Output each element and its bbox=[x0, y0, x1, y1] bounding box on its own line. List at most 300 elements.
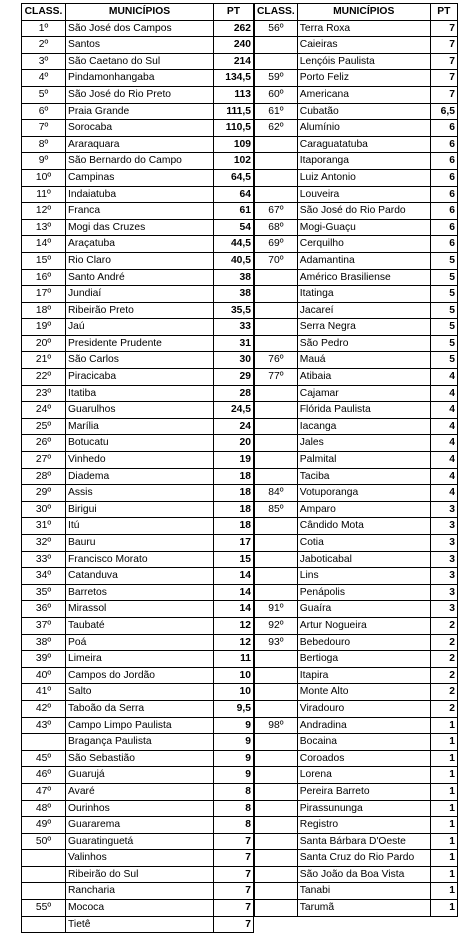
points-cell: 38 bbox=[214, 286, 254, 303]
points-cell: 24 bbox=[214, 418, 254, 435]
points-cell: 1 bbox=[430, 783, 457, 800]
municipio-cell: Terra Roxa bbox=[297, 20, 430, 37]
municipio-cell: São Carlos bbox=[66, 352, 214, 369]
rank-cell bbox=[255, 584, 298, 601]
points-cell: 4 bbox=[430, 452, 457, 469]
rank-cell bbox=[22, 850, 66, 867]
table-row bbox=[22, 236, 254, 253]
table-row bbox=[22, 252, 254, 269]
rank-cell: 31º bbox=[22, 518, 66, 535]
municipio-cell: Tarumã bbox=[297, 900, 430, 917]
points-cell: 1 bbox=[430, 900, 457, 917]
municipio-cell: Pirassununga bbox=[297, 800, 430, 817]
rank-cell: 76º bbox=[255, 352, 298, 369]
table-row bbox=[255, 136, 458, 153]
municipio-cell: Guarulhos bbox=[66, 402, 214, 419]
points-cell: 5 bbox=[430, 352, 457, 369]
ranking-table-left bbox=[21, 3, 254, 933]
rank-cell: 40º bbox=[22, 667, 66, 684]
rank-cell: 41º bbox=[22, 684, 66, 701]
header-municipios: MUNICÍPIOS bbox=[297, 4, 430, 21]
points-cell: 3 bbox=[430, 584, 457, 601]
rank-cell bbox=[255, 866, 298, 883]
points-cell: 8 bbox=[214, 783, 254, 800]
points-cell: 14 bbox=[214, 584, 254, 601]
points-cell: 64 bbox=[214, 186, 254, 203]
table-row bbox=[255, 20, 458, 37]
table-row bbox=[22, 103, 254, 120]
municipio-cell: Americana bbox=[297, 86, 430, 103]
rank-cell bbox=[255, 734, 298, 751]
rank-cell: 2º bbox=[22, 37, 66, 54]
header-row bbox=[22, 4, 254, 21]
municipio-cell: Taciba bbox=[297, 468, 430, 485]
municipio-cell: Lins bbox=[297, 568, 430, 585]
points-cell: 1 bbox=[430, 717, 457, 734]
left-table-body bbox=[22, 20, 254, 933]
table-row bbox=[22, 335, 254, 352]
municipio-cell: Poá bbox=[66, 634, 214, 651]
rank-cell: 21º bbox=[22, 352, 66, 369]
municipio-cell: Itapira bbox=[297, 667, 430, 684]
municipio-cell: Sorocaba bbox=[66, 120, 214, 137]
municipio-cell: Bertioga bbox=[297, 651, 430, 668]
rank-cell: 45º bbox=[22, 750, 66, 767]
table-row bbox=[255, 584, 458, 601]
rank-cell: 61º bbox=[255, 103, 298, 120]
points-cell: 17 bbox=[214, 535, 254, 552]
municipio-cell: Tanabi bbox=[297, 883, 430, 900]
points-cell: 6 bbox=[430, 186, 457, 203]
municipio-cell: Alumínio bbox=[297, 120, 430, 137]
table-row bbox=[255, 866, 458, 883]
municipio-cell: Itatiba bbox=[66, 385, 214, 402]
municipio-cell: Diadema bbox=[66, 468, 214, 485]
rank-cell bbox=[255, 817, 298, 834]
table-row bbox=[22, 169, 254, 186]
rank-cell bbox=[255, 452, 298, 469]
points-cell: 7 bbox=[214, 833, 254, 850]
rank-cell: 11º bbox=[22, 186, 66, 203]
rank-cell: 68º bbox=[255, 219, 298, 236]
rank-cell: 69º bbox=[255, 236, 298, 253]
municipio-cell: Coroados bbox=[297, 750, 430, 767]
municipio-cell: Viradouro bbox=[297, 700, 430, 717]
points-cell: 24,5 bbox=[214, 402, 254, 419]
table-row bbox=[255, 219, 458, 236]
points-cell: 4 bbox=[430, 435, 457, 452]
municipio-cell: Botucatu bbox=[66, 435, 214, 452]
rank-cell: 23º bbox=[22, 385, 66, 402]
municipio-cell: Mococa bbox=[66, 900, 214, 917]
table-row bbox=[22, 319, 254, 336]
table-row bbox=[255, 186, 458, 203]
municipio-cell: Francisco Morato bbox=[66, 551, 214, 568]
municipio-cell: Tietê bbox=[66, 916, 214, 933]
rank-cell: 70º bbox=[255, 252, 298, 269]
table-row bbox=[255, 236, 458, 253]
rank-cell bbox=[255, 700, 298, 717]
rank-cell: 85º bbox=[255, 501, 298, 518]
rank-cell: 8º bbox=[22, 136, 66, 153]
table-row bbox=[255, 302, 458, 319]
rank-cell: 19º bbox=[22, 319, 66, 336]
municipio-cell: Santos bbox=[66, 37, 214, 54]
points-cell: 4 bbox=[430, 485, 457, 502]
points-cell: 10 bbox=[214, 684, 254, 701]
table-row bbox=[255, 153, 458, 170]
table-row bbox=[22, 518, 254, 535]
rank-cell bbox=[255, 468, 298, 485]
table-row bbox=[22, 800, 254, 817]
municipio-cell: Caraguatatuba bbox=[297, 136, 430, 153]
rank-cell: 22º bbox=[22, 369, 66, 386]
municipio-cell: Votuporanga bbox=[297, 485, 430, 502]
rank-cell: 18º bbox=[22, 302, 66, 319]
points-cell: 102 bbox=[214, 153, 254, 170]
municipio-cell: Itatinga bbox=[297, 286, 430, 303]
table-row bbox=[255, 86, 458, 103]
points-cell: 4 bbox=[430, 468, 457, 485]
rank-cell: 10º bbox=[22, 169, 66, 186]
rank-cell: 20º bbox=[22, 335, 66, 352]
points-cell: 4 bbox=[430, 369, 457, 386]
points-cell: 7 bbox=[214, 850, 254, 867]
rank-cell: 98º bbox=[255, 717, 298, 734]
points-cell: 9 bbox=[214, 767, 254, 784]
points-cell: 1 bbox=[430, 833, 457, 850]
municipio-cell: Lençóis Paulista bbox=[297, 53, 430, 70]
table-row bbox=[255, 70, 458, 87]
rank-cell: 59º bbox=[255, 70, 298, 87]
rank-cell bbox=[255, 800, 298, 817]
table-row bbox=[255, 617, 458, 634]
municipio-cell: São José do Rio Preto bbox=[66, 86, 214, 103]
points-cell: 12 bbox=[214, 634, 254, 651]
table-row bbox=[255, 667, 458, 684]
table-row bbox=[255, 169, 458, 186]
points-cell: 214 bbox=[214, 53, 254, 70]
municipio-cell: Salto bbox=[66, 684, 214, 701]
table-row bbox=[22, 302, 254, 319]
points-cell: 15 bbox=[214, 551, 254, 568]
table-row bbox=[255, 767, 458, 784]
table-row bbox=[255, 402, 458, 419]
municipio-cell: Lorena bbox=[297, 767, 430, 784]
table-row bbox=[22, 767, 254, 784]
municipio-cell: São José do Rio Pardo bbox=[297, 203, 430, 220]
rank-cell: 46º bbox=[22, 767, 66, 784]
points-cell: 14 bbox=[214, 568, 254, 585]
municipio-cell: Itú bbox=[66, 518, 214, 535]
points-cell: 6,5 bbox=[430, 103, 457, 120]
municipio-cell: Itaporanga bbox=[297, 153, 430, 170]
municipio-cell: Santo André bbox=[66, 269, 214, 286]
table-row bbox=[22, 634, 254, 651]
rank-cell: 14º bbox=[22, 236, 66, 253]
table-row bbox=[22, 501, 254, 518]
municipio-cell: Presidente Prudente bbox=[66, 335, 214, 352]
table-row bbox=[22, 352, 254, 369]
points-cell: 33 bbox=[214, 319, 254, 336]
municipio-cell: Jaú bbox=[66, 319, 214, 336]
municipio-cell: Caieiras bbox=[297, 37, 430, 54]
table-row bbox=[22, 916, 254, 933]
header-municipios: MUNICÍPIOS bbox=[66, 4, 214, 21]
table-row bbox=[255, 485, 458, 502]
municipio-cell: Jales bbox=[297, 435, 430, 452]
table-row bbox=[255, 750, 458, 767]
rank-cell: 13º bbox=[22, 219, 66, 236]
points-cell: 6 bbox=[430, 169, 457, 186]
points-cell: 14 bbox=[214, 601, 254, 618]
points-cell: 3 bbox=[430, 568, 457, 585]
table-row bbox=[255, 568, 458, 585]
rank-cell bbox=[255, 435, 298, 452]
municipio-cell: Atibaia bbox=[297, 369, 430, 386]
points-cell: 7 bbox=[430, 37, 457, 54]
table-row bbox=[22, 817, 254, 834]
points-cell: 4 bbox=[430, 418, 457, 435]
points-cell: 2 bbox=[430, 684, 457, 701]
municipio-cell: Guaíra bbox=[297, 601, 430, 618]
points-cell: 7 bbox=[430, 86, 457, 103]
rank-cell: 17º bbox=[22, 286, 66, 303]
points-cell: 9,5 bbox=[214, 700, 254, 717]
municipio-cell: Araçatuba bbox=[66, 236, 214, 253]
rank-cell bbox=[255, 186, 298, 203]
points-cell: 5 bbox=[430, 302, 457, 319]
table-row bbox=[22, 900, 254, 917]
points-cell: 28 bbox=[214, 385, 254, 402]
points-cell: 54 bbox=[214, 219, 254, 236]
municipio-cell: Indaiatuba bbox=[66, 186, 214, 203]
points-cell: 18 bbox=[214, 468, 254, 485]
municipio-cell: Santa Bárbara D'Oeste bbox=[297, 833, 430, 850]
points-cell: 1 bbox=[430, 750, 457, 767]
rank-cell: 38º bbox=[22, 634, 66, 651]
table-row bbox=[22, 435, 254, 452]
rank-cell: 3º bbox=[22, 53, 66, 70]
municipio-cell: São José dos Campos bbox=[66, 20, 214, 37]
rank-cell bbox=[255, 169, 298, 186]
table-row bbox=[255, 651, 458, 668]
table-row bbox=[255, 468, 458, 485]
right-table-body bbox=[255, 20, 458, 916]
table-row bbox=[255, 269, 458, 286]
municipio-cell: Pindamonhangaba bbox=[66, 70, 214, 87]
municipio-cell: Artur Nogueira bbox=[297, 617, 430, 634]
rank-cell: 4º bbox=[22, 70, 66, 87]
municipio-cell: Bocaina bbox=[297, 734, 430, 751]
municipio-cell: Adamantina bbox=[297, 252, 430, 269]
table-row bbox=[255, 53, 458, 70]
table-row bbox=[255, 319, 458, 336]
table-row bbox=[255, 385, 458, 402]
municipio-cell: Taubaté bbox=[66, 617, 214, 634]
rank-cell: 29º bbox=[22, 485, 66, 502]
points-cell: 4 bbox=[430, 385, 457, 402]
municipio-cell: Mirassol bbox=[66, 601, 214, 618]
table-row bbox=[22, 734, 254, 751]
rank-cell bbox=[255, 900, 298, 917]
points-cell: 18 bbox=[214, 501, 254, 518]
table-row bbox=[22, 750, 254, 767]
municipio-cell: Serra Negra bbox=[297, 319, 430, 336]
points-cell: 9 bbox=[214, 717, 254, 734]
ranking-table-right bbox=[254, 3, 458, 917]
rank-cell: 32º bbox=[22, 535, 66, 552]
table-row bbox=[22, 153, 254, 170]
points-cell: 44,5 bbox=[214, 236, 254, 253]
rank-cell: 27º bbox=[22, 452, 66, 469]
table-row bbox=[255, 700, 458, 717]
rank-cell bbox=[255, 651, 298, 668]
points-cell: 113 bbox=[214, 86, 254, 103]
table-row bbox=[255, 734, 458, 751]
rank-cell: 36º bbox=[22, 601, 66, 618]
table-row bbox=[255, 717, 458, 734]
points-cell: 29 bbox=[214, 369, 254, 386]
rank-cell bbox=[255, 684, 298, 701]
points-cell: 6 bbox=[430, 136, 457, 153]
table-row bbox=[255, 103, 458, 120]
rank-cell: 62º bbox=[255, 120, 298, 137]
municipio-cell: Limeira bbox=[66, 651, 214, 668]
municipio-cell: Cubatão bbox=[297, 103, 430, 120]
rank-cell: 43º bbox=[22, 717, 66, 734]
municipio-cell: Bauru bbox=[66, 535, 214, 552]
points-cell: 8 bbox=[214, 817, 254, 834]
municipio-cell: Marília bbox=[66, 418, 214, 435]
table-row bbox=[22, 584, 254, 601]
table-row bbox=[22, 452, 254, 469]
points-cell: 3 bbox=[430, 601, 457, 618]
header-pt: PT bbox=[430, 4, 457, 21]
rank-cell bbox=[255, 833, 298, 850]
points-cell: 5 bbox=[430, 319, 457, 336]
rank-cell bbox=[255, 767, 298, 784]
municipio-cell: Guarujá bbox=[66, 767, 214, 784]
header-pt: PT bbox=[214, 4, 254, 21]
points-cell: 110,5 bbox=[214, 120, 254, 137]
municipio-cell: Monte Alto bbox=[297, 684, 430, 701]
points-cell: 19 bbox=[214, 452, 254, 469]
table-row bbox=[22, 883, 254, 900]
points-cell: 3 bbox=[430, 551, 457, 568]
municipio-cell: Barretos bbox=[66, 584, 214, 601]
municipio-cell: Guararema bbox=[66, 817, 214, 834]
points-cell: 30 bbox=[214, 352, 254, 369]
points-cell: 5 bbox=[430, 252, 457, 269]
rank-cell bbox=[255, 37, 298, 54]
rank-cell bbox=[255, 535, 298, 552]
rank-cell: 93º bbox=[255, 634, 298, 651]
table-row bbox=[255, 418, 458, 435]
municipio-cell: Araraquara bbox=[66, 136, 214, 153]
points-cell: 2 bbox=[430, 634, 457, 651]
points-cell: 40,5 bbox=[214, 252, 254, 269]
header-class: CLASS. bbox=[255, 4, 298, 21]
table-row bbox=[22, 269, 254, 286]
municipio-cell: Jacareí bbox=[297, 302, 430, 319]
table-row bbox=[22, 667, 254, 684]
table-row bbox=[255, 900, 458, 917]
points-cell: 8 bbox=[214, 800, 254, 817]
points-cell: 1 bbox=[430, 734, 457, 751]
table-row bbox=[22, 385, 254, 402]
table-row bbox=[22, 684, 254, 701]
municipio-cell: Luiz Antonio bbox=[297, 169, 430, 186]
table-row bbox=[22, 866, 254, 883]
rank-cell: 6º bbox=[22, 103, 66, 120]
municipio-cell: Cerquilho bbox=[297, 236, 430, 253]
rank-cell bbox=[255, 335, 298, 352]
municipio-cell: Guaratinguetá bbox=[66, 833, 214, 850]
municipio-cell: Ribeirão do Sul bbox=[66, 866, 214, 883]
points-cell: 240 bbox=[214, 37, 254, 54]
table-row bbox=[22, 717, 254, 734]
points-cell: 9 bbox=[214, 734, 254, 751]
rank-cell: 34º bbox=[22, 568, 66, 585]
municipio-cell: Rio Claro bbox=[66, 252, 214, 269]
points-cell: 6 bbox=[430, 203, 457, 220]
municipio-cell: Registro bbox=[297, 817, 430, 834]
rank-cell bbox=[255, 136, 298, 153]
table-row bbox=[22, 468, 254, 485]
rank-cell bbox=[255, 518, 298, 535]
points-cell: 1 bbox=[430, 883, 457, 900]
rank-cell bbox=[255, 53, 298, 70]
table-row bbox=[22, 120, 254, 137]
municipio-cell: Taboão da Serra bbox=[66, 700, 214, 717]
municipio-cell: Mogi das Cruzes bbox=[66, 219, 214, 236]
rank-cell: 7º bbox=[22, 120, 66, 137]
points-cell: 111,5 bbox=[214, 103, 254, 120]
municipio-cell: Valinhos bbox=[66, 850, 214, 867]
table-row bbox=[22, 485, 254, 502]
points-cell: 20 bbox=[214, 435, 254, 452]
municipio-cell: Santa Cruz do Rio Pardo bbox=[297, 850, 430, 867]
rank-cell: 55º bbox=[22, 900, 66, 917]
table-row bbox=[22, 219, 254, 236]
table-row bbox=[255, 817, 458, 834]
municipio-cell: Assis bbox=[66, 485, 214, 502]
points-cell: 3 bbox=[430, 518, 457, 535]
rank-cell: 35º bbox=[22, 584, 66, 601]
points-cell: 12 bbox=[214, 617, 254, 634]
rank-cell: 28º bbox=[22, 468, 66, 485]
rank-cell: 39º bbox=[22, 651, 66, 668]
rank-cell: 67º bbox=[255, 203, 298, 220]
municipio-cell: São João da Boa Vista bbox=[297, 866, 430, 883]
table-row bbox=[22, 203, 254, 220]
points-cell: 10 bbox=[214, 667, 254, 684]
municipio-cell: Bragança Paulista bbox=[66, 734, 214, 751]
municipio-cell: Iacanga bbox=[297, 418, 430, 435]
points-cell: 61 bbox=[214, 203, 254, 220]
table-row bbox=[22, 651, 254, 668]
points-cell: 5 bbox=[430, 269, 457, 286]
municipio-cell: Cândido Mota bbox=[297, 518, 430, 535]
table-row bbox=[22, 535, 254, 552]
rank-cell bbox=[255, 269, 298, 286]
municipio-cell: Palmital bbox=[297, 452, 430, 469]
table-row bbox=[255, 369, 458, 386]
points-cell: 38 bbox=[214, 269, 254, 286]
rank-cell: 12º bbox=[22, 203, 66, 220]
table-row bbox=[255, 37, 458, 54]
